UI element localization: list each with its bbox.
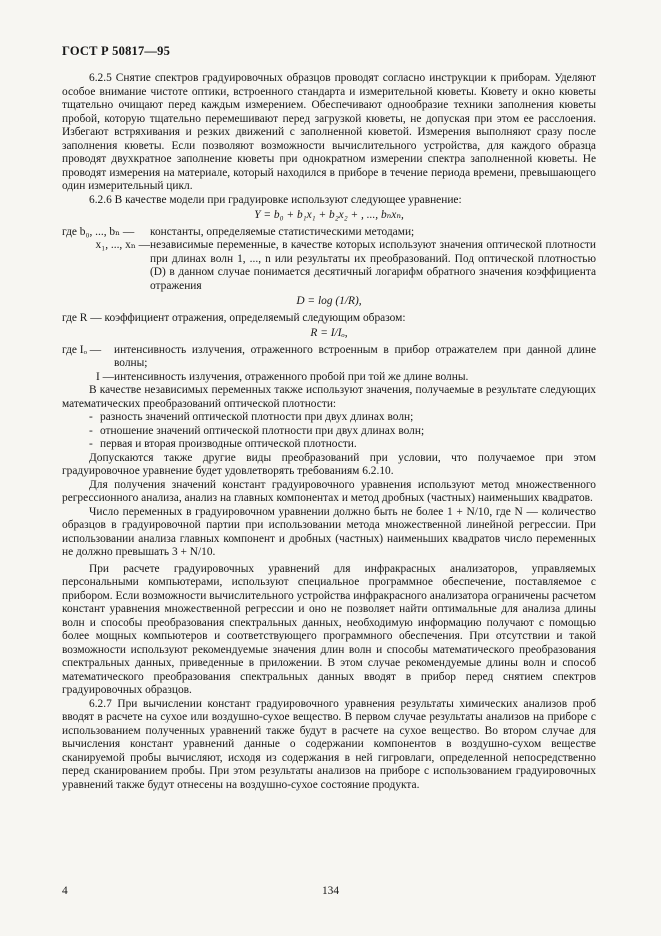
paragraph-6-2-7: 6.2.7 При вычислении констант градуировочного уравнения результаты химических анализов проб вводят в расчете на сухое или воздушно-сухое вещество. В первом случае результаты анализов на приборе с использованием полученных уравнений также будут в расчете на сухое вещество. Во втором случае для вычисления констант уравнений данные о содержании компонентов в воздушно-сухом веществе сканируемой пробы вычисляют, исходя из содержания в ней гигровлаги, определенной непосредственно перед сканированием пробы. При этом результаты анализов на приборе с использованием градуировочных уравнений также будут отнесены на воздушно-сухое состояние продукта. xyxy=(62,697,596,791)
list-item xyxy=(62,425,596,439)
definition-desc: константы, определяемые статистическими методами; xyxy=(150,225,415,238)
list-item-text: отношение значений оптической плотности при двух длинах волн; xyxy=(100,424,425,437)
paragraph-6-2-5: 6.2.5 Снятие спектров градуировочных образцов проводят согласно инструкции к приборам. Уделяют особое внимание чистоте оптики, встроенного стандарта и измерительной кюветы. Кювету и окно кюветы тщательно очищают перед каждым измерением. Обеспечивают однообразие техники заполнения кюветы пробой, которую тщательно перемешивают перед загрузкой кюветы, не допуская при этом ее расслоения. Избегают встряхивания и резких движений с заполненной кюветой. Измерения выполняют сразу после заполнения кюветы. Если позволяют возможности вычислительного устройства, для каждого образца проводят двухкратное заполнение кюветы при однократном измерении спектра заполненной кюветы. Не проводят измерения на материале, который находился в приборе в течение периода времени, превышающего один измерительный цикл. xyxy=(62,72,596,192)
document-body xyxy=(62,72,596,792)
list-item-text: разность значений оптической плотности при двух длинах волн; xyxy=(100,411,414,423)
definition-term: x₁, ..., xₙ — xyxy=(95,239,150,251)
transformations-list xyxy=(62,411,596,452)
document-header: ГОСТ Р 50817—95 xyxy=(62,44,171,58)
definitions-constants xyxy=(62,226,596,294)
paragraph-calculation-software: При расчете градуировочных уравнений для инфракрасных анализаторов, управляемых персональными компьютерами, используют специальное программное обеспечение, поставляемое с прибором. Если возможности вычислительного устройства инфракрасного анализатора ограничены расчетом констант уравнения множественной регрессии и оно не позволяет найти оптимальные для анализа длины волн и способы преобразования спектральных данных, необходимую информацию получают с помощью более мощных компьютеров и соответствующего программного обеспечения. При отсутствии и такой возможности используют рекомендуемые значения длин волн и способы математического преобразования спектральных данных, приведенные в приложении. В этом случае рекомендуемые длины волн и способ математического преобразования спектральных данных вводят в прибор перед снятием спектров градуировочных образцов. xyxy=(62,562,596,696)
formula-reflectance: R = I/Iₒ, xyxy=(310,327,348,339)
definition-term: где Iₒ — xyxy=(62,343,102,356)
paragraph-independent-variables: В качестве независимых переменных также используют значения, получаемые в результате следующих математических преобразований оптической плотности: xyxy=(62,384,596,410)
definition-term: где b₀, ..., bₙ — xyxy=(62,225,135,238)
paragraph-constants-methods: Для получения значений констант градуировочного уравнения используют метод множественного регрессионного анализа, анализ на главных компонентах и метод дробных (частных) наименьших квадратов. xyxy=(62,478,596,504)
list-item xyxy=(62,411,596,425)
definition-b xyxy=(62,226,596,240)
footer-page-number-left: 4 xyxy=(62,885,68,897)
list-item xyxy=(62,438,596,452)
definitions-intensity xyxy=(62,344,596,385)
paragraph-allowed-transformations: Допускаются также другие виды преобразований при условии, что получаемое при этом градуировочное уравнение будет удовлетворять требованиям 6.2.10. xyxy=(62,451,596,477)
formula-optical-density: D = log (1/R), xyxy=(296,295,362,307)
definition-x xyxy=(62,239,596,293)
definition-term: I — xyxy=(95,370,114,383)
definition-i0 xyxy=(62,344,596,371)
list-dash: - xyxy=(89,438,93,450)
paragraph-number-of-variables: Число переменных в градуировочном уравнении должно быть не более 1 + N/10, где N — количество образцов в градуировочной партии при использовании метода множественной линейной регрессии. При использовании анализа главных компонент и дробных (частных) наименьших квадратов число переменных не должно превышать 3 + N/10. xyxy=(62,505,596,558)
formula-regression: Y = b₀ + b₁x₁ + b₂x₂ + , ..., bₙxₙ, xyxy=(254,209,404,221)
definition-desc: независимые переменные, в качестве которых используют значения оптической плотности при длинах волн 1, ..., n или результаты их преобразований. Под оптической плотностью (D) в данном случае понимается десятичный логарифм обратного значения коэффициента отражения xyxy=(150,239,596,292)
definition-r: где R — коэффициент отражения, определяемый следующим образом: xyxy=(62,311,406,324)
definition-desc: интенсивность излучения, отраженного пробой при той же длине волны. xyxy=(114,370,469,383)
list-item-text: первая и вторая производные оптической плотности. xyxy=(100,438,357,450)
paragraph-6-2-6: 6.2.6 В качестве модели при градуировке используют следующее уравнение: xyxy=(89,193,462,206)
definition-desc: интенсивность излучения, отраженного встроенным в прибор отражателем при данной длине волны; xyxy=(114,343,596,369)
footer-page-number: 134 xyxy=(321,885,340,897)
list-dash: - xyxy=(89,424,93,437)
list-dash: - xyxy=(89,411,93,423)
definition-i xyxy=(62,371,596,385)
